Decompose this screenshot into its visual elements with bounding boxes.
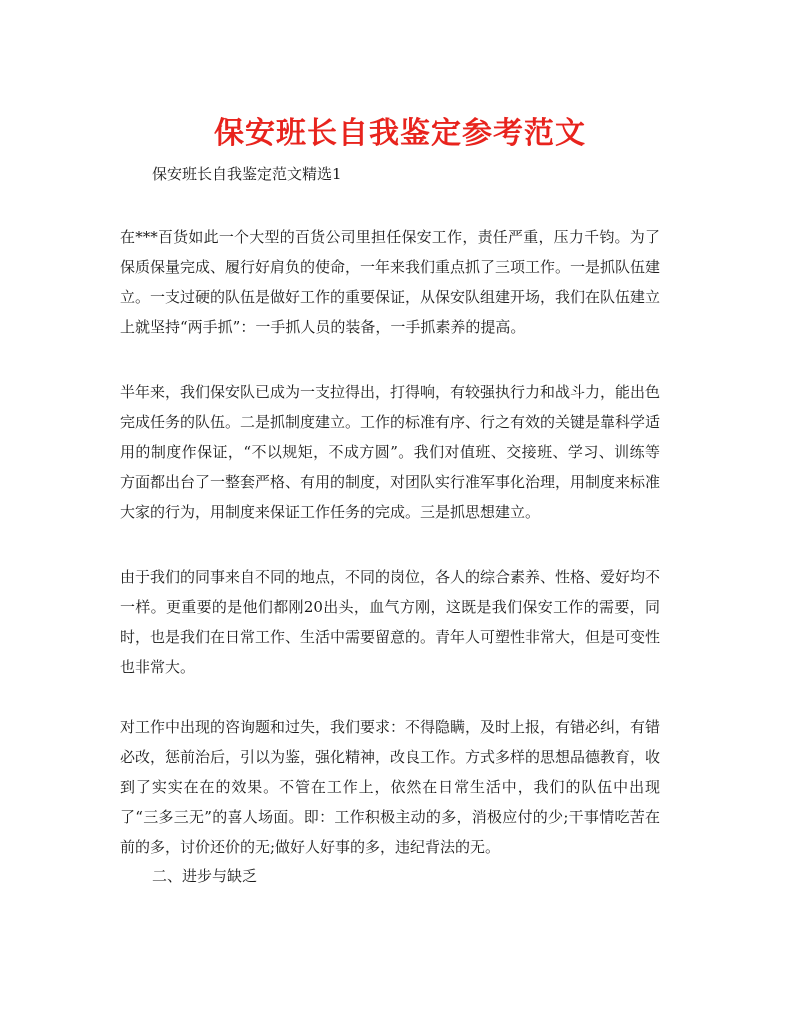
paragraph-1: 在***百货如此一个大型的百货公司里担任保安工作，责任严重，压力千钧。为了保质保量完成、履行好肩负的使命，一年来我们重点抓了三项工作。一是抓队伍建立。一支过硬的队伍是做好工作的重要保证，从保安队组建开场，我们在队伍建立上就坚持“两手抓”：一手抓人员的装备，一手抓素养的提高。 xyxy=(120,228,661,336)
paragraph-4: 对工作中出现的咨询题和过失，我们要求：不得隐瞒，及时上报，有错必纠，有错必改，惩前治后，引以为鉴，强化精神，改良工作。方式多样的思想品德教育，收到了实实在在的效果。不管在工作上，依然在日常生活中，我们的队伍中出现了“三多三无”的喜人场面。即：工作积极主动的多，消极应付的少;干事情吃苦在前的多，讨价还价的无;做好人好事的多，违纪背法的无。 xyxy=(120,718,661,856)
section-heading: 二、进步与缺乏 xyxy=(152,867,258,885)
paragraph-3: 由于我们的同事来自不同的地点，不同的岗位，各人的综合素养、性格、爱好均不一样。更重要的是他们都刚20出头，血气方刚，这既是我们保安工作的需要，同时，也是我们在日常工作、生活中需要留意的。青年人可塑性非常大，但是可变性也非常大。 xyxy=(120,568,661,676)
document-subtitle: 保安班长自我鉴定范文精选1 xyxy=(152,165,342,183)
document-title: 保安班长自我鉴定参考范文 xyxy=(214,116,586,151)
paragraph-2: 半年来，我们保安队已成为一支拉得出，打得响，有较强执行力和战斗力，能出色完成任务的队伍。二是抓制度建立。工作的标准有序、行之有效的关键是靠科学适用的制度作保证，“不以规矩，不成方圆”。我们对值班、交接班、学习、训练等方面都出台了一整套严格、有用的制度，对团队实行准军事化治理，用制度来标准大家的行为，用制度来保证工作任务的完成。三是抓思想建立。 xyxy=(120,383,661,521)
